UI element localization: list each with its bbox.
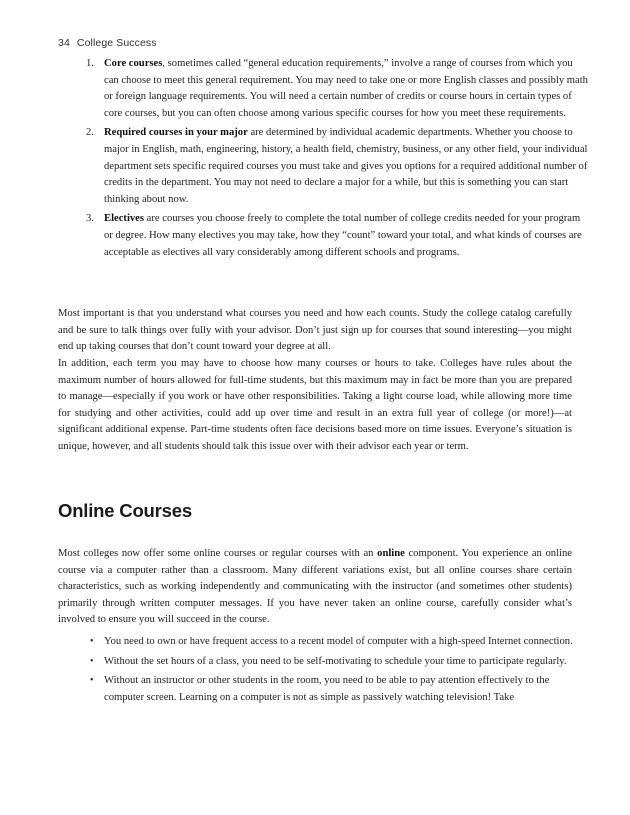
running-header bbox=[58, 37, 157, 49]
list-item bbox=[90, 673, 586, 706]
paragraph-text: component. You experience an online course via a computer rather than a classroom. Many different variations exist, but all online courses share certain characteristics, such as working independently and communicating with the instructor (and sometimes other students) primarily through written computer messages. If you have never taken an online course, carefully consider what’s involved to ensure you will succeed in the course. bbox=[58, 548, 572, 626]
page-number: 34 bbox=[58, 37, 70, 49]
list-item bbox=[90, 654, 586, 671]
term-electives: Electives bbox=[104, 213, 145, 225]
book-title: College Success bbox=[76, 37, 157, 49]
list-item-text: are courses you choose freely to complete the total number of college credits needed for your program or degree. How many electives you may take, how they “count” toward your total, and what kinds of courses are acceptable as electives all vary considerably among different schools and programs. bbox=[104, 213, 582, 258]
list-item bbox=[90, 634, 586, 651]
term-online: online bbox=[377, 548, 405, 559]
list-item bbox=[86, 211, 590, 261]
term-required-courses: Required courses in your major bbox=[104, 127, 248, 139]
list-item-text: are determined by individual academic departments. Whether you choose to major in English, math, engineering, history, a health field, chemistry, business, or any other field, your individual department sets specific required courses you must take and gives you options for a required additional number of credits in the department. You may not need to declare a major for a while, but this is something you can start thinking about now. bbox=[104, 127, 588, 205]
list-number: 1. bbox=[86, 58, 94, 69]
paragraph-online-intro bbox=[58, 546, 572, 629]
paragraph-course-load: In addition, each term you may have to choose how many courses or hours to take. Colleges have rules about the maximum number of hours allowed for full-time students, but this maximum may in fact be more than you are prepared to manage—especially if you work or have other responsibilities. Taking a light course load, while allowing more time for studying and other activities, could add up over time and result in an extra full year of college (or more!)—at significant additional expense. Part-time students often face decisions based more on time issues. Everyone’s situation is unique, however, and all students should talk this issue over with their advisor each year or term. bbox=[58, 358, 572, 452]
paragraph-course-catalog: Most important is that you understand what courses you need and how each counts. Study the college catalog carefully and be sure to talk things over fully with your advisor. Don’t just sign up for courses that sound interesting—you might end up taking courses that don’t count toward your degree at all. bbox=[58, 308, 572, 353]
list-item-text: Without the set hours of a class, you need to be self-motivating to schedule your time to participate regularly. bbox=[104, 655, 567, 667]
term-core-courses: Core courses bbox=[104, 58, 163, 69]
list-item-text: , sometimes called “general education requirements,” involve a range of courses from which you can choose to meet this general requirement. You may need to take one or more English classes and possibly math or foreign language requirements. You will need a certain number of credits or course hours in certain types of core courses, but you can often choose among various specific courses for how you meet these requirements. bbox=[104, 58, 588, 119]
list-item bbox=[86, 56, 590, 122]
section-heading-online-courses: Online Courses bbox=[58, 500, 192, 521]
online-requirements-list bbox=[90, 634, 586, 709]
paragraph-text: Most colleges now offer some online courses or regular courses with an bbox=[58, 548, 378, 559]
list-item-text: Without an instructor or other students in the room, you need to be able to pay attention effectively to the computer screen. Learning on a computer is not as simple as passively watching television! Take bbox=[104, 675, 550, 703]
list-item-text: You need to own or have frequent access to a recent model of computer with a high-speed Internet connection. bbox=[104, 636, 573, 647]
list-item bbox=[86, 125, 590, 208]
bullet-marker: • bbox=[90, 675, 94, 687]
bullet-marker: • bbox=[90, 655, 94, 667]
bullet-marker: • bbox=[90, 636, 94, 647]
list-number: 2. bbox=[86, 127, 94, 139]
list-number: 3. bbox=[86, 213, 94, 225]
course-types-list bbox=[86, 56, 590, 264]
